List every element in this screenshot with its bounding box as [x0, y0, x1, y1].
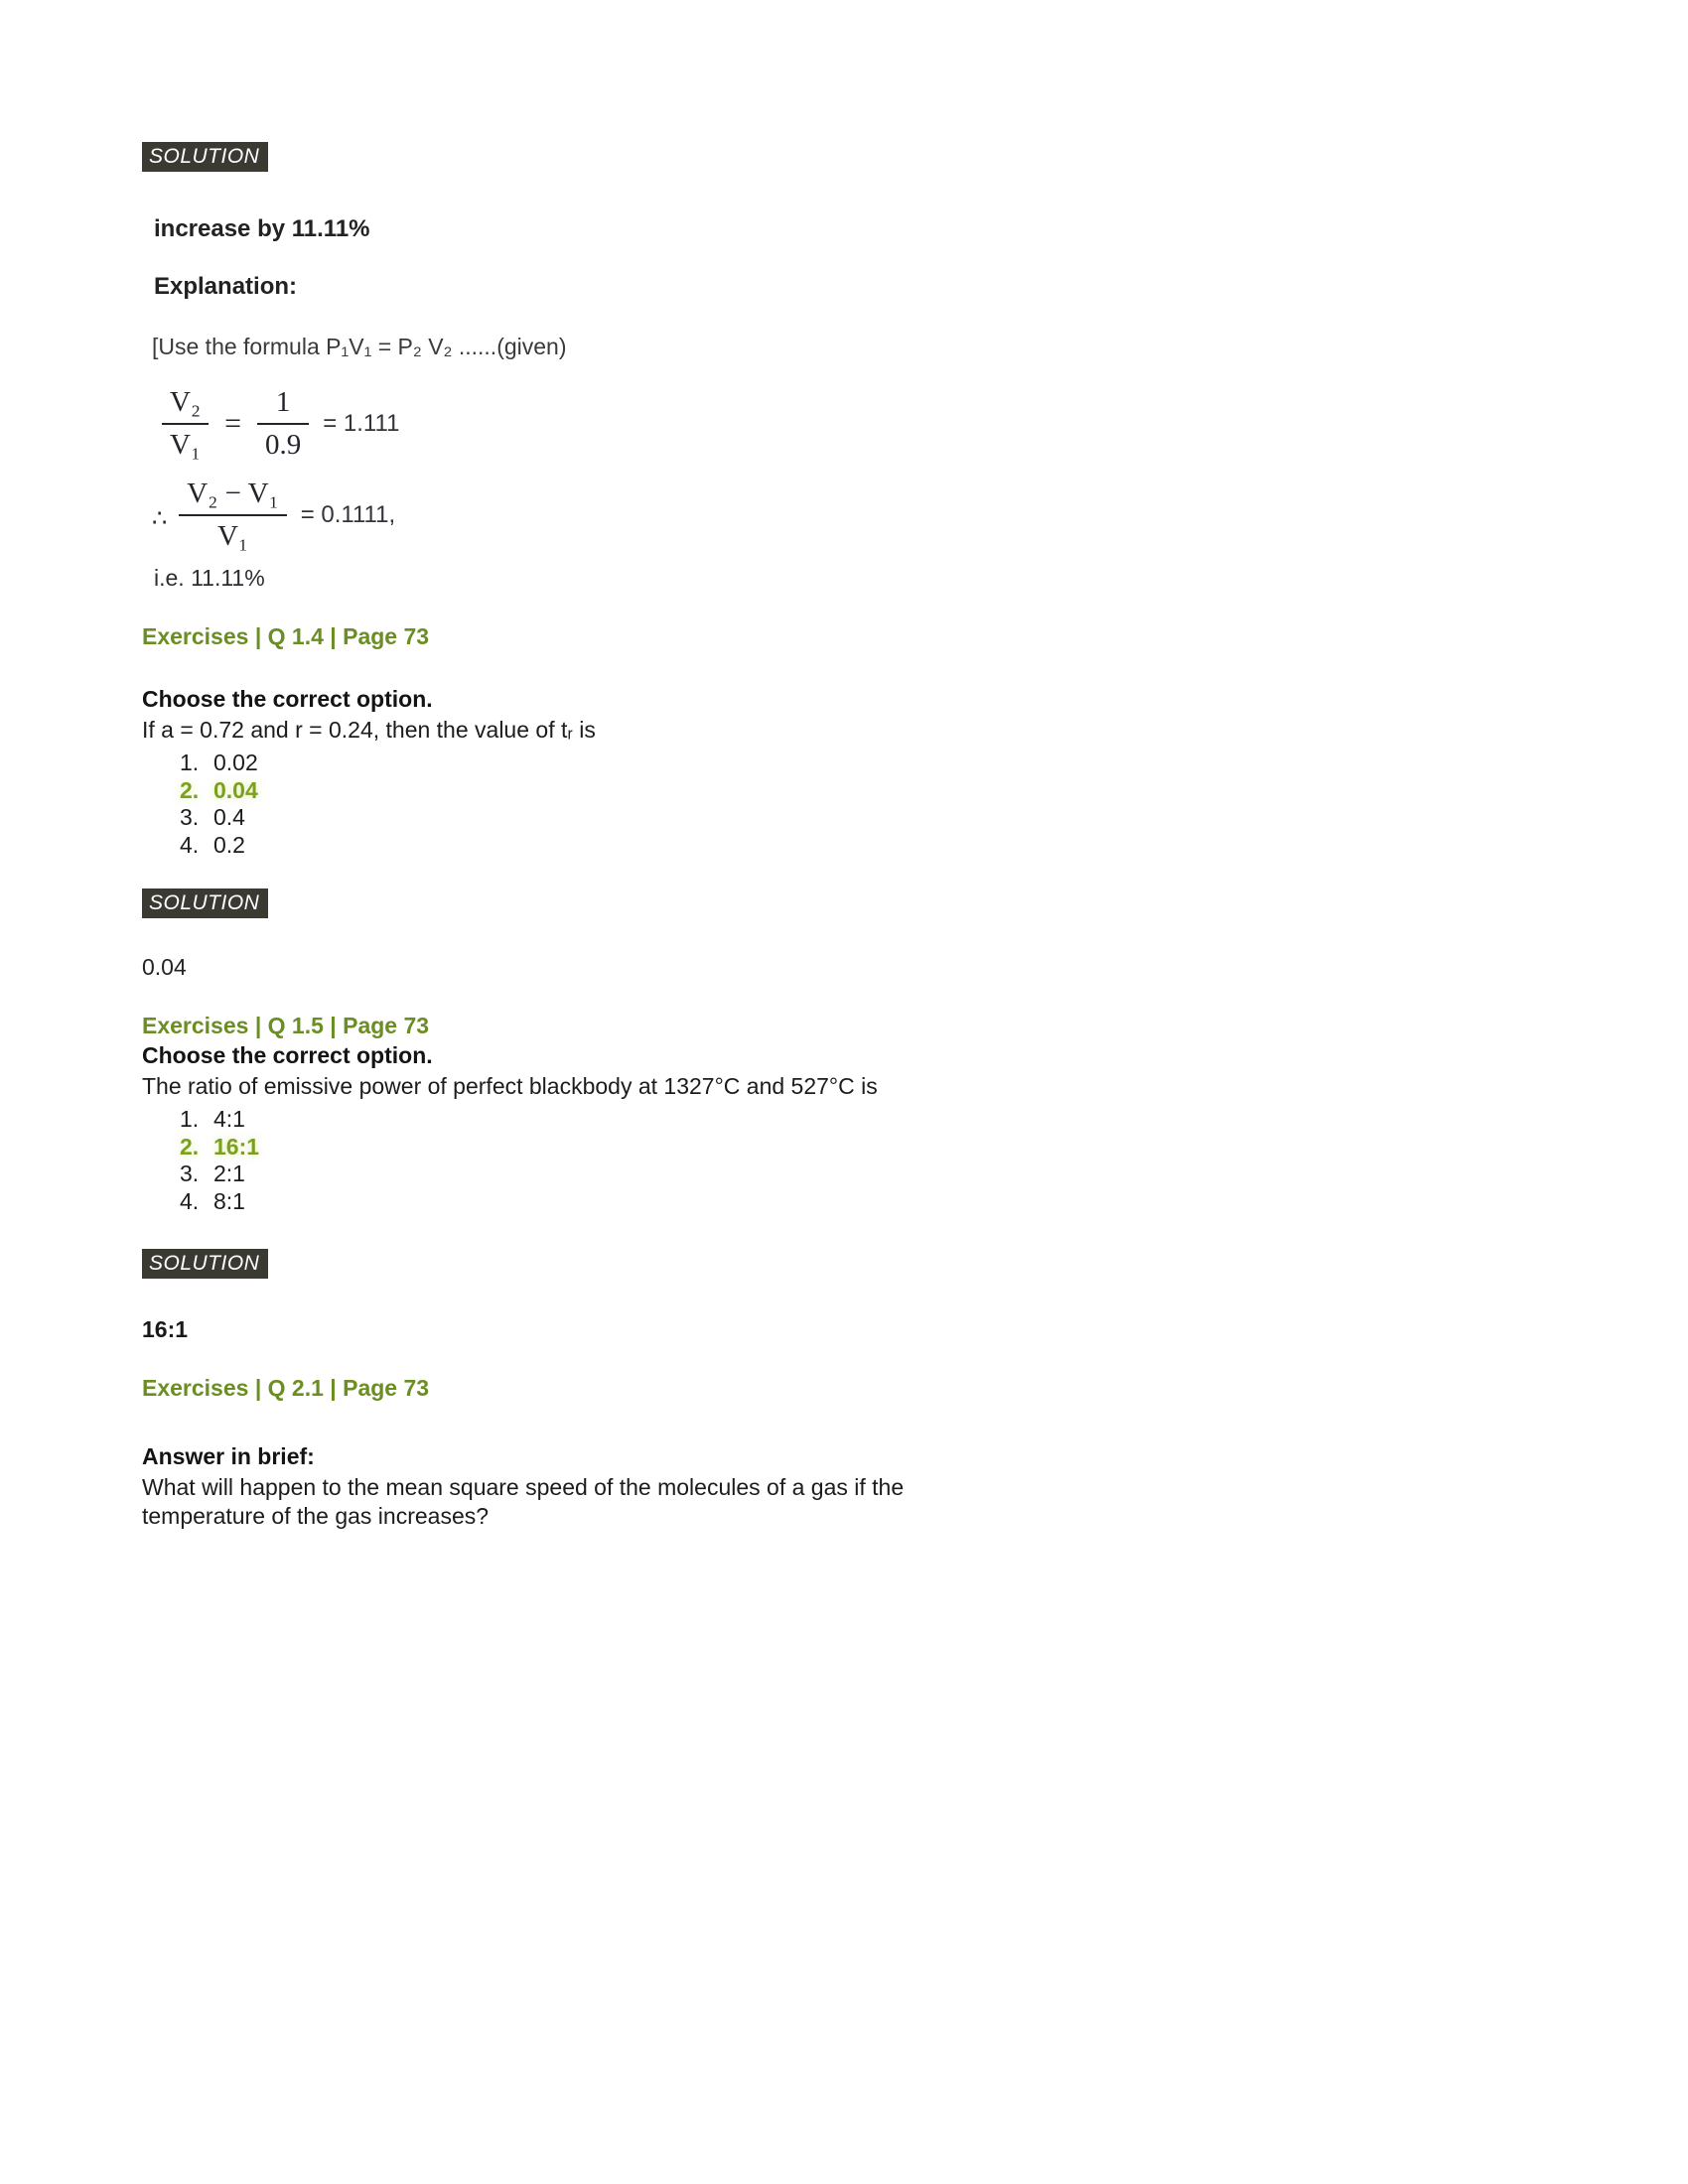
- question-prompt: Choose the correct option.: [142, 686, 433, 713]
- option-text: 4:1: [213, 1106, 245, 1133]
- fraction-denominator: 0.9: [264, 429, 302, 462]
- therefore-symbol: ∴: [152, 506, 168, 533]
- math-line-2: [152, 478, 973, 553]
- solution-badge: SOLUTION: [142, 1249, 268, 1279]
- option-text: 16:1: [213, 1133, 260, 1160]
- options-list-q1-4: [180, 750, 973, 859]
- option-number: 2.: [180, 1133, 200, 1160]
- option-text: 2:1: [213, 1160, 245, 1187]
- question-prompt: Answer in brief:: [142, 1443, 315, 1470]
- option-3: [180, 1160, 973, 1188]
- option-4: [180, 832, 973, 860]
- option-text: 0.2: [213, 831, 245, 858]
- fraction-denominator: V₁: [170, 429, 202, 462]
- option-4: [180, 1188, 973, 1216]
- option-number: 1.: [180, 1106, 200, 1133]
- exercise-header-q2-1[interactable]: Exercises | Q 2.1 | Page 73: [142, 1375, 430, 1402]
- fraction-v2-v1: [162, 386, 209, 462]
- question-text: If a = 0.72 and r = 0.24, then the value of tᵣ is: [142, 717, 596, 744]
- options-list-q1-5: [180, 1106, 973, 1215]
- option-1: [180, 1106, 973, 1134]
- question-prompt: Choose the correct option.: [142, 1042, 433, 1069]
- explanation-heading: Explanation:: [154, 273, 298, 301]
- exercise-header-q1-5[interactable]: Exercises | Q 1.5 | Page 73: [142, 1013, 430, 1039]
- option-number: 2.: [180, 776, 200, 803]
- equals-sign: =: [224, 407, 241, 441]
- math-result: = 0.1111,: [300, 501, 396, 529]
- option-3: [180, 804, 973, 832]
- option-number: 4.: [180, 831, 200, 858]
- option-text: 0.02: [213, 750, 258, 776]
- option-number: 3.: [180, 804, 200, 831]
- formula-intro-text: [Use the formula P₁V₁ = P₂ V₂ ......(given): [152, 334, 567, 360]
- fraction-v2-minus-v1: [179, 478, 286, 553]
- fraction-denominator: V₁: [216, 520, 249, 553]
- question-text: What will happen to the mean square speed of the molecules of a gas if the temperature of the gas increases?: [142, 1474, 905, 1530]
- option-number: 1.: [180, 750, 200, 776]
- solution-answer: 0.04: [142, 954, 187, 981]
- fraction-numerator: V₂: [162, 386, 209, 425]
- math-line-1: [162, 386, 973, 462]
- option-2-correct: [180, 1134, 973, 1161]
- exercise-header-q1-4[interactable]: Exercises | Q 1.4 | Page 73: [142, 623, 430, 650]
- option-1: [180, 750, 973, 777]
- option-2-correct: [180, 777, 973, 805]
- option-text: 8:1: [213, 1187, 245, 1214]
- option-text: 0.04: [213, 776, 258, 803]
- option-number: 4.: [180, 1187, 200, 1214]
- solution-answer: 16:1: [142, 1316, 189, 1343]
- fraction-1-0p9: [257, 386, 309, 462]
- ie-result-text: i.e. 11.11%: [154, 565, 265, 592]
- math-result: = 1.111: [323, 410, 400, 438]
- solution-answer: increase by 11.11%: [154, 215, 370, 243]
- fraction-numerator: V₂ − V₁: [179, 478, 286, 516]
- solutions-page: [0, 0, 1092, 1531]
- fraction-numerator: 1: [257, 386, 309, 425]
- solution-badge: SOLUTION: [142, 142, 268, 172]
- option-number: 3.: [180, 1160, 200, 1187]
- question-text: The ratio of emissive power of perfect blackbody at 1327°C and 527°C is: [142, 1073, 878, 1100]
- option-text: 0.4: [213, 804, 245, 831]
- solution-badge: SOLUTION: [142, 888, 268, 918]
